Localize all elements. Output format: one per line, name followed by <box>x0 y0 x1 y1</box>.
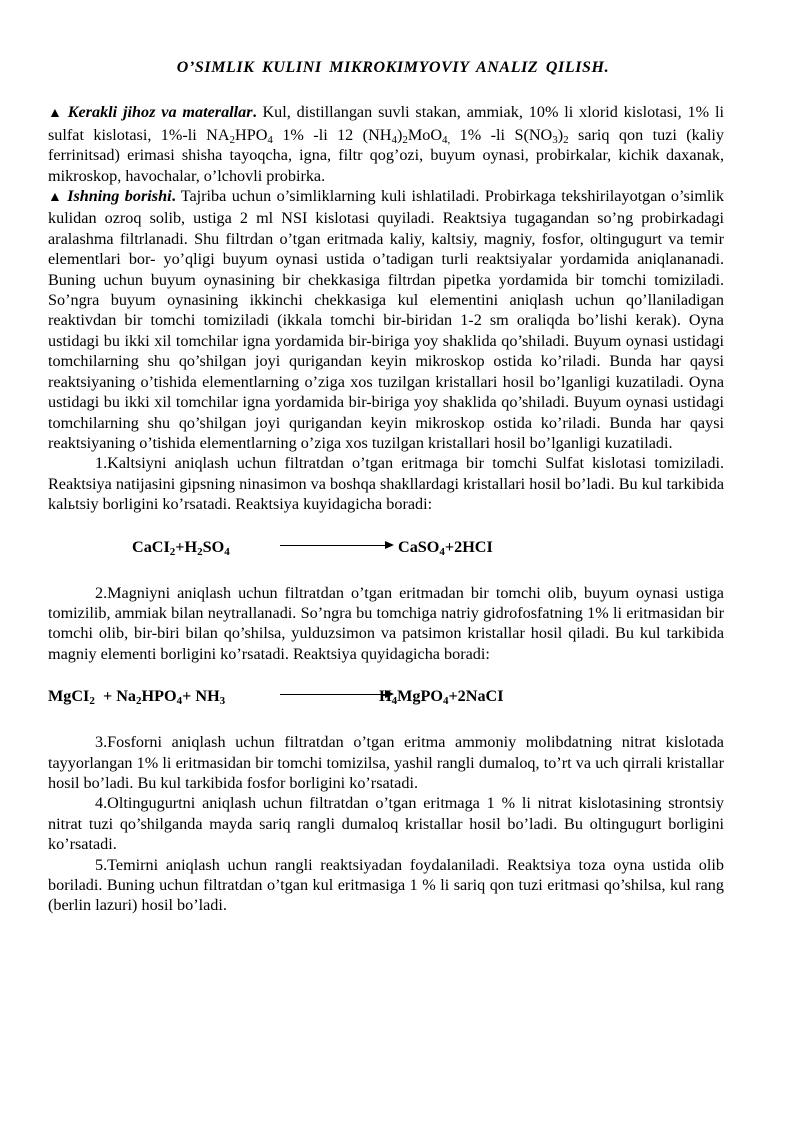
iron-paragraph: 5.Temirni aniqlash uchun rangli reaktsiyadan foydalaniladi. Reaktsiya toza oyna ustida olib boriladi. Buning uchun filtratdan o’tgan kul eritmasiga 1 % li sariq qon tuzi eritmasi qo’shilsa, kul rang (berlin lazuri) hosil bo’ladi. <box>48 855 724 915</box>
materials-heading: Kerakli jihoz va materallar <box>67 103 253 122</box>
materials-paragraph: ▲ Kerakli jihoz va materallar. Kul, distillangan suvli stakan, ammiak, 10% li xlorid kislotasi, 1% li sulfat kislotasi, 1%-li $NA_2HPO_4$ 1% -li 12 $(NH_4)_2MoO_{4,}$ 1% -li $S(NO_3)_2$ sariq qon tuzi (kaliy ferrinitsad) erimasi shisha tayoqcha, igna, filtr qog’ozi, buyum oynasi, probirkalar, kichik daxanak, mikroskop, havochalar, o’lchovli probirka. <box>48 103 725 185</box>
equation-right: $H_4MgPO_4+2NaCI$ <box>379 687 504 708</box>
reaction-arrow-icon <box>280 694 392 695</box>
calcium-equation <box>48 537 724 561</box>
equation-right: CaSO$_4$+2HCI <box>398 537 493 558</box>
procedure-heading: Ishning borishi <box>67 187 172 206</box>
magnesium-paragraph: 2.Magniyni aniqlash uchun filtratdan o’tgan eritmadan bir tomchi olib, buyum oynasi ustiga tomizilib, ammiak bilan neytrallanadi. So’ngra bu tomchiga natriy gidrofosfatning 1% li eritmasidan bir tomchi olib, bir-biri bilan qo’shilsa, yulduzsimon va patsimon kristallar hosil qiladi. Bu kul tarkibida magniy elementi borligini ko’rsatadi. Reaktsiya quyidagicha boradi: <box>48 583 724 663</box>
triangle-bullet-icon: ▲ <box>48 190 64 206</box>
magnesium-equation <box>48 686 724 710</box>
equation-left: MgCI$_2$ + $Na_2HPO_4+ NH_3$ <box>48 687 226 708</box>
document-title: O’SIMLIK KULINI MIKROKIMYOVIY ANALIZ QILISH. <box>176 59 610 76</box>
triangle-bullet-icon: ▲ <box>48 106 64 122</box>
equation-left: $CaCI_2+H_2SO_4$ <box>132 537 230 558</box>
sulfur-paragraph: 4.Oltingugurtni aniqlash uchun filtratdan o’tgan eritmaga 1 % li nitrat kislotasining strontsiy nitrat tuzi qo’shilganda mayda sariq rangli dumaloq kristallar hosil bo’ladi. Bu oltingugurt borligini ko’rsatadi. <box>48 794 724 854</box>
calcium-paragraph: 1.Kaltsiyni aniqlash uchun filtratdan o’tgan eritmaga bir tomchi Sulfat kislotasi tomiziladi. Reaktsiya natijasini gipsning ninasimon va boshqa shakllardagi kristallari hosil bo’ladi. Bu kul tarkibida kalьtsiy borligini ko’rsatadi. Reaktsiya kuyidagicha boradi: <box>48 454 724 514</box>
reaction-arrow-icon <box>280 545 392 546</box>
procedure-paragraph: ▲ Ishning borishi. Tajriba uchun o’simliklarning kuli ishlatiladi. Probirkaga tekshirilayotgan o’simlik kulidan ozroq solib, ustiga 2 ml NSI kislotasi quyiladi. Reaktsiya tugagandan so’ng probirkadagi aralashma filtrlanadi. Shu filtrdan o’tgan eritmada kaliy, kaltsiy, magniy, fosfor, oltingugurt va temir elementlari bor- yo’qligi buyum oynasi ustida o’tadigan turli reaktsiyalar yordamida aniqlananadi. Buning uchun buyum oynasining bir chekkasiga filtrdan pipetka yordamida bir tomchi tomiziladi. So’ngra buyum oynasining ikkinchi chekkasiga kul elementini aniqlash uchun qo’llaniladigan reaktivdan bir tomchi tomiziladi (ikkala tomchi bir-biridan 1-2 sm oraliqda bo’lishi kerak). Oyna ustidagi bu ikki xil tomchilar igna yordamida bir-biriga yoy shaklida qo’shiladi. Buyum oynasi ustidagi tomchilarning shu qo’shilgan joyi qurigandan keyin mikroskop ostida ko’riladi. Bunda har qaysi reaktsiyaning o’tishida elementlarning o’ziga xos tuzilgan kristallari hosil bo’lganligi kuzatiladi. Oyna ustidagi bu ikki xil tomchilar igna yordamida bir-biriga yoy shaklida qo’shiladi. Buyum oynasi ustidagi tomchilarning shu qo’shilgan joyi qurigandan keyin mikroskop ostida ko’riladi. Bunda har qaysi reaktsiyaning o’tishida elementlarning o’ziga xos tuzilgan kristallari hosil bo’lganligi kuzatiladi. <box>48 187 724 452</box>
phosphorus-paragraph: 3.Fosforni aniqlash uchun filtratdan o’tgan eritma ammoniy molibdatning nitrat kislotada tayyorlangan 1% li eritmasidan bir tomchi tomizilsa, yashil rangli dumaloq, to’rt va uch qirrali kristallar hosil bo’ladi. Bu kul tarkibida fosfor borligini ko’rsatadi. <box>48 733 724 792</box>
